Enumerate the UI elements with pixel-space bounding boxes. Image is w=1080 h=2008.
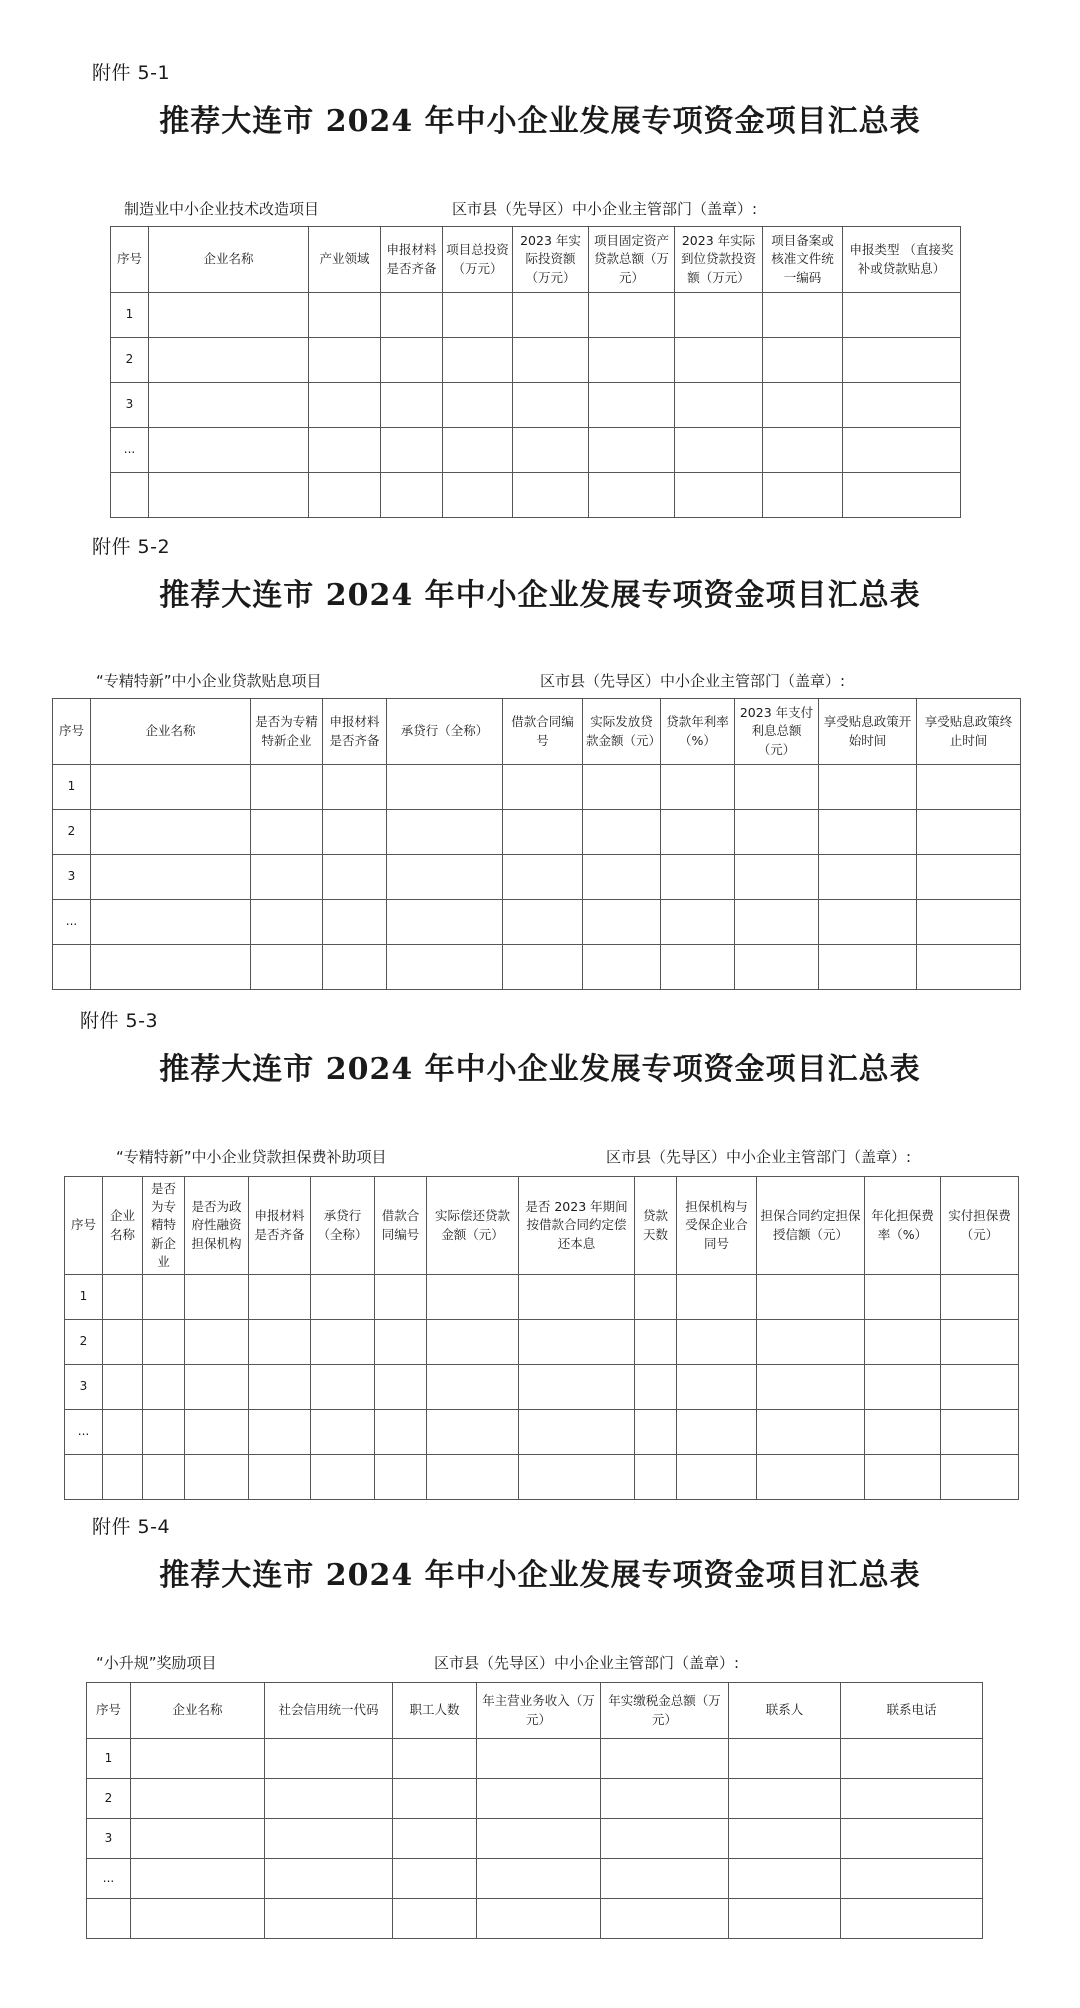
row-number: 1 bbox=[65, 1275, 103, 1320]
summary-table bbox=[52, 698, 1021, 990]
table-cell bbox=[675, 473, 763, 518]
row-number: 2 bbox=[65, 1320, 103, 1365]
table-cell bbox=[265, 1779, 393, 1819]
table-cell bbox=[735, 855, 819, 900]
table-cell bbox=[477, 1819, 601, 1859]
table-cell bbox=[583, 900, 661, 945]
column-header: 企业名称 bbox=[103, 1177, 143, 1275]
row-number bbox=[65, 1455, 103, 1500]
table-cell bbox=[513, 293, 589, 338]
table-cell bbox=[443, 473, 513, 518]
column-header: 实际发放贷款金额（元） bbox=[583, 699, 661, 765]
table-cell bbox=[381, 293, 443, 338]
table-title: 推荐大连市 2024 年中小企业发展专项资金项目汇总表 bbox=[159, 578, 921, 613]
table-cell bbox=[865, 1365, 941, 1410]
table-cell bbox=[103, 1275, 143, 1320]
column-header: 企业名称 bbox=[91, 699, 251, 765]
project-type: “专精特新”中小企业贷款担保费补助项目 bbox=[116, 1148, 387, 1166]
table-cell bbox=[941, 1275, 1019, 1320]
table-cell bbox=[729, 1859, 841, 1899]
table-cell bbox=[675, 428, 763, 473]
table-cell bbox=[819, 810, 917, 855]
table-cell bbox=[601, 1779, 729, 1819]
column-header: 序号 bbox=[53, 699, 91, 765]
table-row bbox=[111, 473, 961, 518]
summary-table bbox=[110, 226, 961, 518]
column-header: 享受贴息政策终止时间 bbox=[917, 699, 1021, 765]
table-cell bbox=[841, 1739, 983, 1779]
table-cell bbox=[763, 473, 843, 518]
row-number: 3 bbox=[111, 383, 149, 428]
table-cell bbox=[311, 1275, 375, 1320]
table-cell bbox=[735, 765, 819, 810]
table-cell bbox=[251, 765, 323, 810]
table-cell bbox=[311, 1455, 375, 1500]
table-cell bbox=[729, 1899, 841, 1939]
table-cell bbox=[583, 810, 661, 855]
table-cell bbox=[323, 900, 387, 945]
table-cell bbox=[131, 1819, 265, 1859]
table-cell bbox=[583, 945, 661, 990]
table-row bbox=[65, 1365, 1019, 1410]
table-cell bbox=[601, 1819, 729, 1859]
attachment-label: 附件 5-3 bbox=[80, 1010, 159, 1032]
table-cell bbox=[865, 1320, 941, 1365]
table-cell bbox=[91, 855, 251, 900]
table-cell bbox=[251, 900, 323, 945]
column-header: 贷款天数 bbox=[635, 1177, 677, 1275]
table-cell bbox=[519, 1365, 635, 1410]
row-number: 2 bbox=[53, 810, 91, 855]
table-cell bbox=[91, 765, 251, 810]
table-cell bbox=[917, 810, 1021, 855]
column-header: 是否为专精特新企业 bbox=[143, 1177, 185, 1275]
column-header: 贷款年利率（%） bbox=[661, 699, 735, 765]
column-header: 2023 年支付利息总额（元） bbox=[735, 699, 819, 765]
column-header: 联系电话 bbox=[841, 1683, 983, 1739]
project-type: “专精特新”中小企业贷款贴息项目 bbox=[96, 672, 322, 690]
table-cell bbox=[503, 810, 583, 855]
row-number: ... bbox=[87, 1859, 131, 1899]
table-cell bbox=[757, 1365, 865, 1410]
row-number: ... bbox=[53, 900, 91, 945]
table-cell bbox=[375, 1410, 427, 1455]
column-header: 联系人 bbox=[729, 1683, 841, 1739]
table-cell bbox=[589, 428, 675, 473]
table-cell bbox=[185, 1320, 249, 1365]
table-cell bbox=[249, 1275, 311, 1320]
table-cell bbox=[917, 900, 1021, 945]
table-cell bbox=[661, 765, 735, 810]
table-cell bbox=[677, 1320, 757, 1365]
table-cell bbox=[757, 1320, 865, 1365]
table-cell bbox=[841, 1859, 983, 1899]
table-row bbox=[53, 810, 1021, 855]
row-number bbox=[53, 945, 91, 990]
table-row bbox=[87, 1739, 983, 1779]
table-cell bbox=[131, 1859, 265, 1899]
table-cell bbox=[601, 1859, 729, 1899]
table-cell bbox=[917, 855, 1021, 900]
table-cell bbox=[381, 338, 443, 383]
column-header: 序号 bbox=[65, 1177, 103, 1275]
table-cell bbox=[131, 1899, 265, 1939]
row-number: 3 bbox=[53, 855, 91, 900]
table-row bbox=[65, 1455, 1019, 1500]
table-cell bbox=[375, 1275, 427, 1320]
table-row bbox=[111, 383, 961, 428]
table-cell bbox=[249, 1410, 311, 1455]
table-cell bbox=[583, 855, 661, 900]
table-cell bbox=[843, 428, 961, 473]
table-cell bbox=[375, 1365, 427, 1410]
table-cell bbox=[323, 765, 387, 810]
table-cell bbox=[185, 1455, 249, 1500]
table-cell bbox=[865, 1410, 941, 1455]
column-header: 年实缴税金总额（万元） bbox=[601, 1683, 729, 1739]
column-header: 实付担保费（元） bbox=[941, 1177, 1019, 1275]
column-header: 社会信用统一代码 bbox=[265, 1683, 393, 1739]
column-header: 申报材料是否齐备 bbox=[381, 227, 443, 293]
table-cell bbox=[661, 855, 735, 900]
table-cell bbox=[103, 1320, 143, 1365]
table-cell bbox=[427, 1275, 519, 1320]
table-cell bbox=[309, 473, 381, 518]
table-cell bbox=[381, 428, 443, 473]
summary-table bbox=[64, 1176, 1019, 1500]
table-row bbox=[111, 293, 961, 338]
table-cell bbox=[503, 765, 583, 810]
table-cell bbox=[323, 810, 387, 855]
column-header: 企业名称 bbox=[131, 1683, 265, 1739]
table-cell bbox=[149, 473, 309, 518]
row-number: 2 bbox=[111, 338, 149, 383]
table-cell bbox=[375, 1320, 427, 1365]
table-cell bbox=[763, 293, 843, 338]
table-cell bbox=[103, 1455, 143, 1500]
column-header: 职工人数 bbox=[393, 1683, 477, 1739]
table-cell bbox=[311, 1410, 375, 1455]
table-cell bbox=[251, 945, 323, 990]
table-cell bbox=[635, 1365, 677, 1410]
table-cell bbox=[143, 1410, 185, 1455]
table-cell bbox=[393, 1899, 477, 1939]
table-cell bbox=[309, 428, 381, 473]
table-cell bbox=[675, 338, 763, 383]
column-header: 年化担保费率（%） bbox=[865, 1177, 941, 1275]
table-cell bbox=[393, 1779, 477, 1819]
table-cell bbox=[635, 1455, 677, 1500]
table-cell bbox=[185, 1275, 249, 1320]
table-cell bbox=[583, 765, 661, 810]
table-cell bbox=[677, 1275, 757, 1320]
table-cell bbox=[513, 473, 589, 518]
table-cell bbox=[601, 1899, 729, 1939]
table-cell bbox=[443, 383, 513, 428]
table-cell bbox=[443, 293, 513, 338]
table-cell bbox=[763, 383, 843, 428]
table-cell bbox=[427, 1410, 519, 1455]
table-cell bbox=[149, 383, 309, 428]
attachment-label: 附件 5-4 bbox=[92, 1516, 171, 1538]
table-cell bbox=[249, 1455, 311, 1500]
table-cell bbox=[91, 810, 251, 855]
column-header: 申报材料是否齐备 bbox=[249, 1177, 311, 1275]
table-cell bbox=[841, 1819, 983, 1859]
table-cell bbox=[381, 473, 443, 518]
table-title: 推荐大连市 2024 年中小企业发展专项资金项目汇总表 bbox=[159, 1558, 921, 1593]
column-header: 项目总投资（万元） bbox=[443, 227, 513, 293]
column-header: 产业领域 bbox=[309, 227, 381, 293]
attachment-label: 附件 5-2 bbox=[92, 536, 171, 558]
table-cell bbox=[143, 1455, 185, 1500]
table-cell bbox=[309, 338, 381, 383]
table-cell bbox=[841, 1899, 983, 1939]
column-header: 担保机构与受保企业合同号 bbox=[677, 1177, 757, 1275]
column-header: 2023 年实际投资额（万元） bbox=[513, 227, 589, 293]
table-cell bbox=[477, 1899, 601, 1939]
table-cell bbox=[149, 338, 309, 383]
table-cell bbox=[635, 1275, 677, 1320]
table-cell bbox=[143, 1365, 185, 1410]
table-cell bbox=[311, 1365, 375, 1410]
table-cell bbox=[865, 1275, 941, 1320]
table-cell bbox=[941, 1320, 1019, 1365]
table-cell bbox=[589, 293, 675, 338]
table-cell bbox=[387, 900, 503, 945]
table-cell bbox=[941, 1455, 1019, 1500]
column-header: 享受贴息政策开始时间 bbox=[819, 699, 917, 765]
table-row bbox=[53, 900, 1021, 945]
row-number bbox=[87, 1899, 131, 1939]
table-cell bbox=[729, 1739, 841, 1779]
table-cell bbox=[103, 1365, 143, 1410]
table-cell bbox=[131, 1739, 265, 1779]
table-cell bbox=[387, 945, 503, 990]
table-cell bbox=[917, 945, 1021, 990]
table-row bbox=[65, 1275, 1019, 1320]
table-cell bbox=[503, 855, 583, 900]
table-cell bbox=[757, 1275, 865, 1320]
table-row bbox=[53, 855, 1021, 900]
attachment-label: 附件 5-1 bbox=[92, 62, 171, 84]
table-cell bbox=[375, 1455, 427, 1500]
table-row bbox=[65, 1320, 1019, 1365]
table-cell bbox=[249, 1365, 311, 1410]
table-cell bbox=[387, 765, 503, 810]
table-cell bbox=[865, 1455, 941, 1500]
table-title: 推荐大连市 2024 年中小企业发展专项资金项目汇总表 bbox=[159, 1052, 921, 1087]
table-cell bbox=[265, 1899, 393, 1939]
column-header: 年主营业务收入（万元） bbox=[477, 1683, 601, 1739]
table-cell bbox=[185, 1410, 249, 1455]
column-header: 申报类型 （直接奖补或贷款贴息） bbox=[843, 227, 961, 293]
table-cell bbox=[661, 810, 735, 855]
table-cell bbox=[601, 1739, 729, 1779]
table-cell bbox=[841, 1779, 983, 1819]
table-cell bbox=[309, 293, 381, 338]
table-cell bbox=[249, 1320, 311, 1365]
table-cell bbox=[477, 1739, 601, 1779]
column-header: 申报材料是否齐备 bbox=[323, 699, 387, 765]
table-cell bbox=[941, 1365, 1019, 1410]
table-cell bbox=[427, 1455, 519, 1500]
table-cell bbox=[757, 1410, 865, 1455]
table-cell bbox=[661, 900, 735, 945]
table-cell bbox=[519, 1455, 635, 1500]
table-title: 推荐大连市 2024 年中小企业发展专项资金项目汇总表 bbox=[159, 104, 921, 139]
row-number: 1 bbox=[87, 1739, 131, 1779]
table-cell bbox=[519, 1275, 635, 1320]
table-cell bbox=[677, 1365, 757, 1410]
table-cell bbox=[513, 428, 589, 473]
row-number: 1 bbox=[53, 765, 91, 810]
department-stamp-label: 区市县（先导区）中小企业主管部门（盖章）: bbox=[606, 1148, 912, 1166]
table-cell bbox=[323, 855, 387, 900]
column-header: 序号 bbox=[111, 227, 149, 293]
table-cell bbox=[323, 945, 387, 990]
table-cell bbox=[427, 1365, 519, 1410]
table-cell bbox=[677, 1410, 757, 1455]
table-cell bbox=[381, 383, 443, 428]
project-type: “小升规”奖励项目 bbox=[96, 1654, 217, 1672]
table-cell bbox=[843, 473, 961, 518]
table-cell bbox=[265, 1819, 393, 1859]
table-cell bbox=[819, 855, 917, 900]
table-cell bbox=[843, 338, 961, 383]
table-cell bbox=[589, 383, 675, 428]
row-number: ... bbox=[111, 428, 149, 473]
table-cell bbox=[589, 338, 675, 383]
table-cell bbox=[735, 900, 819, 945]
table-cell bbox=[251, 810, 323, 855]
department-stamp-label: 区市县（先导区）中小企业主管部门（盖章）: bbox=[540, 672, 846, 690]
table-cell bbox=[917, 765, 1021, 810]
column-header: 借款合同编号 bbox=[503, 699, 583, 765]
table-cell bbox=[387, 855, 503, 900]
department-stamp-label: 区市县（先导区）中小企业主管部门（盖章）: bbox=[434, 1654, 740, 1672]
table-cell bbox=[661, 945, 735, 990]
table-cell bbox=[443, 338, 513, 383]
table-cell bbox=[503, 945, 583, 990]
table-row bbox=[87, 1859, 983, 1899]
column-header: 企业名称 bbox=[149, 227, 309, 293]
table-row bbox=[65, 1410, 1019, 1455]
column-header: 承贷行（全称） bbox=[387, 699, 503, 765]
table-cell bbox=[477, 1859, 601, 1899]
table-cell bbox=[819, 765, 917, 810]
table-cell bbox=[265, 1859, 393, 1899]
table-row bbox=[87, 1819, 983, 1859]
table-cell bbox=[757, 1455, 865, 1500]
table-cell bbox=[843, 293, 961, 338]
table-cell bbox=[265, 1739, 393, 1779]
table-cell bbox=[393, 1739, 477, 1779]
table-cell bbox=[513, 383, 589, 428]
table-cell bbox=[143, 1320, 185, 1365]
column-header: 项目备案或核准文件统一编码 bbox=[763, 227, 843, 293]
row-number: 3 bbox=[87, 1819, 131, 1859]
table-cell bbox=[185, 1365, 249, 1410]
table-cell bbox=[819, 900, 917, 945]
table-cell bbox=[677, 1455, 757, 1500]
table-cell bbox=[675, 293, 763, 338]
column-header: 实际偿还贷款金额（元） bbox=[427, 1177, 519, 1275]
table-cell bbox=[519, 1320, 635, 1365]
table-cell bbox=[589, 473, 675, 518]
table-cell bbox=[635, 1410, 677, 1455]
table-cell bbox=[149, 293, 309, 338]
row-number bbox=[111, 473, 149, 518]
table-cell bbox=[443, 428, 513, 473]
table-row bbox=[87, 1899, 983, 1939]
summary-table bbox=[86, 1682, 983, 1939]
table-cell bbox=[763, 338, 843, 383]
table-cell bbox=[477, 1779, 601, 1819]
table-cell bbox=[735, 810, 819, 855]
column-header: 是否为政府性融资担保机构 bbox=[185, 1177, 249, 1275]
table-cell bbox=[729, 1819, 841, 1859]
table-cell bbox=[393, 1859, 477, 1899]
table-row bbox=[53, 945, 1021, 990]
table-cell bbox=[503, 900, 583, 945]
column-header: 是否 2023 年期间按借款合同约定偿还本息 bbox=[519, 1177, 635, 1275]
column-header: 担保合同约定担保授信额（元） bbox=[757, 1177, 865, 1275]
row-number: 1 bbox=[111, 293, 149, 338]
column-header: 借款合同编号 bbox=[375, 1177, 427, 1275]
table-cell bbox=[387, 810, 503, 855]
column-header: 是否为专精特新企业 bbox=[251, 699, 323, 765]
column-header: 项目固定资产贷款总额（万元） bbox=[589, 227, 675, 293]
table-row bbox=[111, 428, 961, 473]
table-row bbox=[53, 765, 1021, 810]
table-cell bbox=[91, 945, 251, 990]
table-cell bbox=[103, 1410, 143, 1455]
table-cell bbox=[763, 428, 843, 473]
table-row bbox=[87, 1779, 983, 1819]
table-row bbox=[111, 338, 961, 383]
column-header: 序号 bbox=[87, 1683, 131, 1739]
table-cell bbox=[735, 945, 819, 990]
column-header: 2023 年实际到位贷款投资额（万元） bbox=[675, 227, 763, 293]
row-number: 2 bbox=[87, 1779, 131, 1819]
department-stamp-label: 区市县（先导区）中小企业主管部门（盖章）: bbox=[452, 200, 758, 218]
table-cell bbox=[91, 900, 251, 945]
table-cell bbox=[843, 383, 961, 428]
table-cell bbox=[675, 383, 763, 428]
table-cell bbox=[251, 855, 323, 900]
row-number: ... bbox=[65, 1410, 103, 1455]
table-cell bbox=[149, 428, 309, 473]
table-cell bbox=[311, 1320, 375, 1365]
table-cell bbox=[143, 1275, 185, 1320]
project-type: 制造业中小企业技术改造项目 bbox=[124, 200, 320, 218]
table-cell bbox=[513, 338, 589, 383]
table-cell bbox=[729, 1779, 841, 1819]
table-cell bbox=[941, 1410, 1019, 1455]
table-cell bbox=[519, 1410, 635, 1455]
table-cell bbox=[309, 383, 381, 428]
table-cell bbox=[819, 945, 917, 990]
table-cell bbox=[131, 1779, 265, 1819]
row-number: 3 bbox=[65, 1365, 103, 1410]
column-header: 承贷行（全称） bbox=[311, 1177, 375, 1275]
table-cell bbox=[393, 1819, 477, 1859]
table-cell bbox=[427, 1320, 519, 1365]
table-cell bbox=[635, 1320, 677, 1365]
